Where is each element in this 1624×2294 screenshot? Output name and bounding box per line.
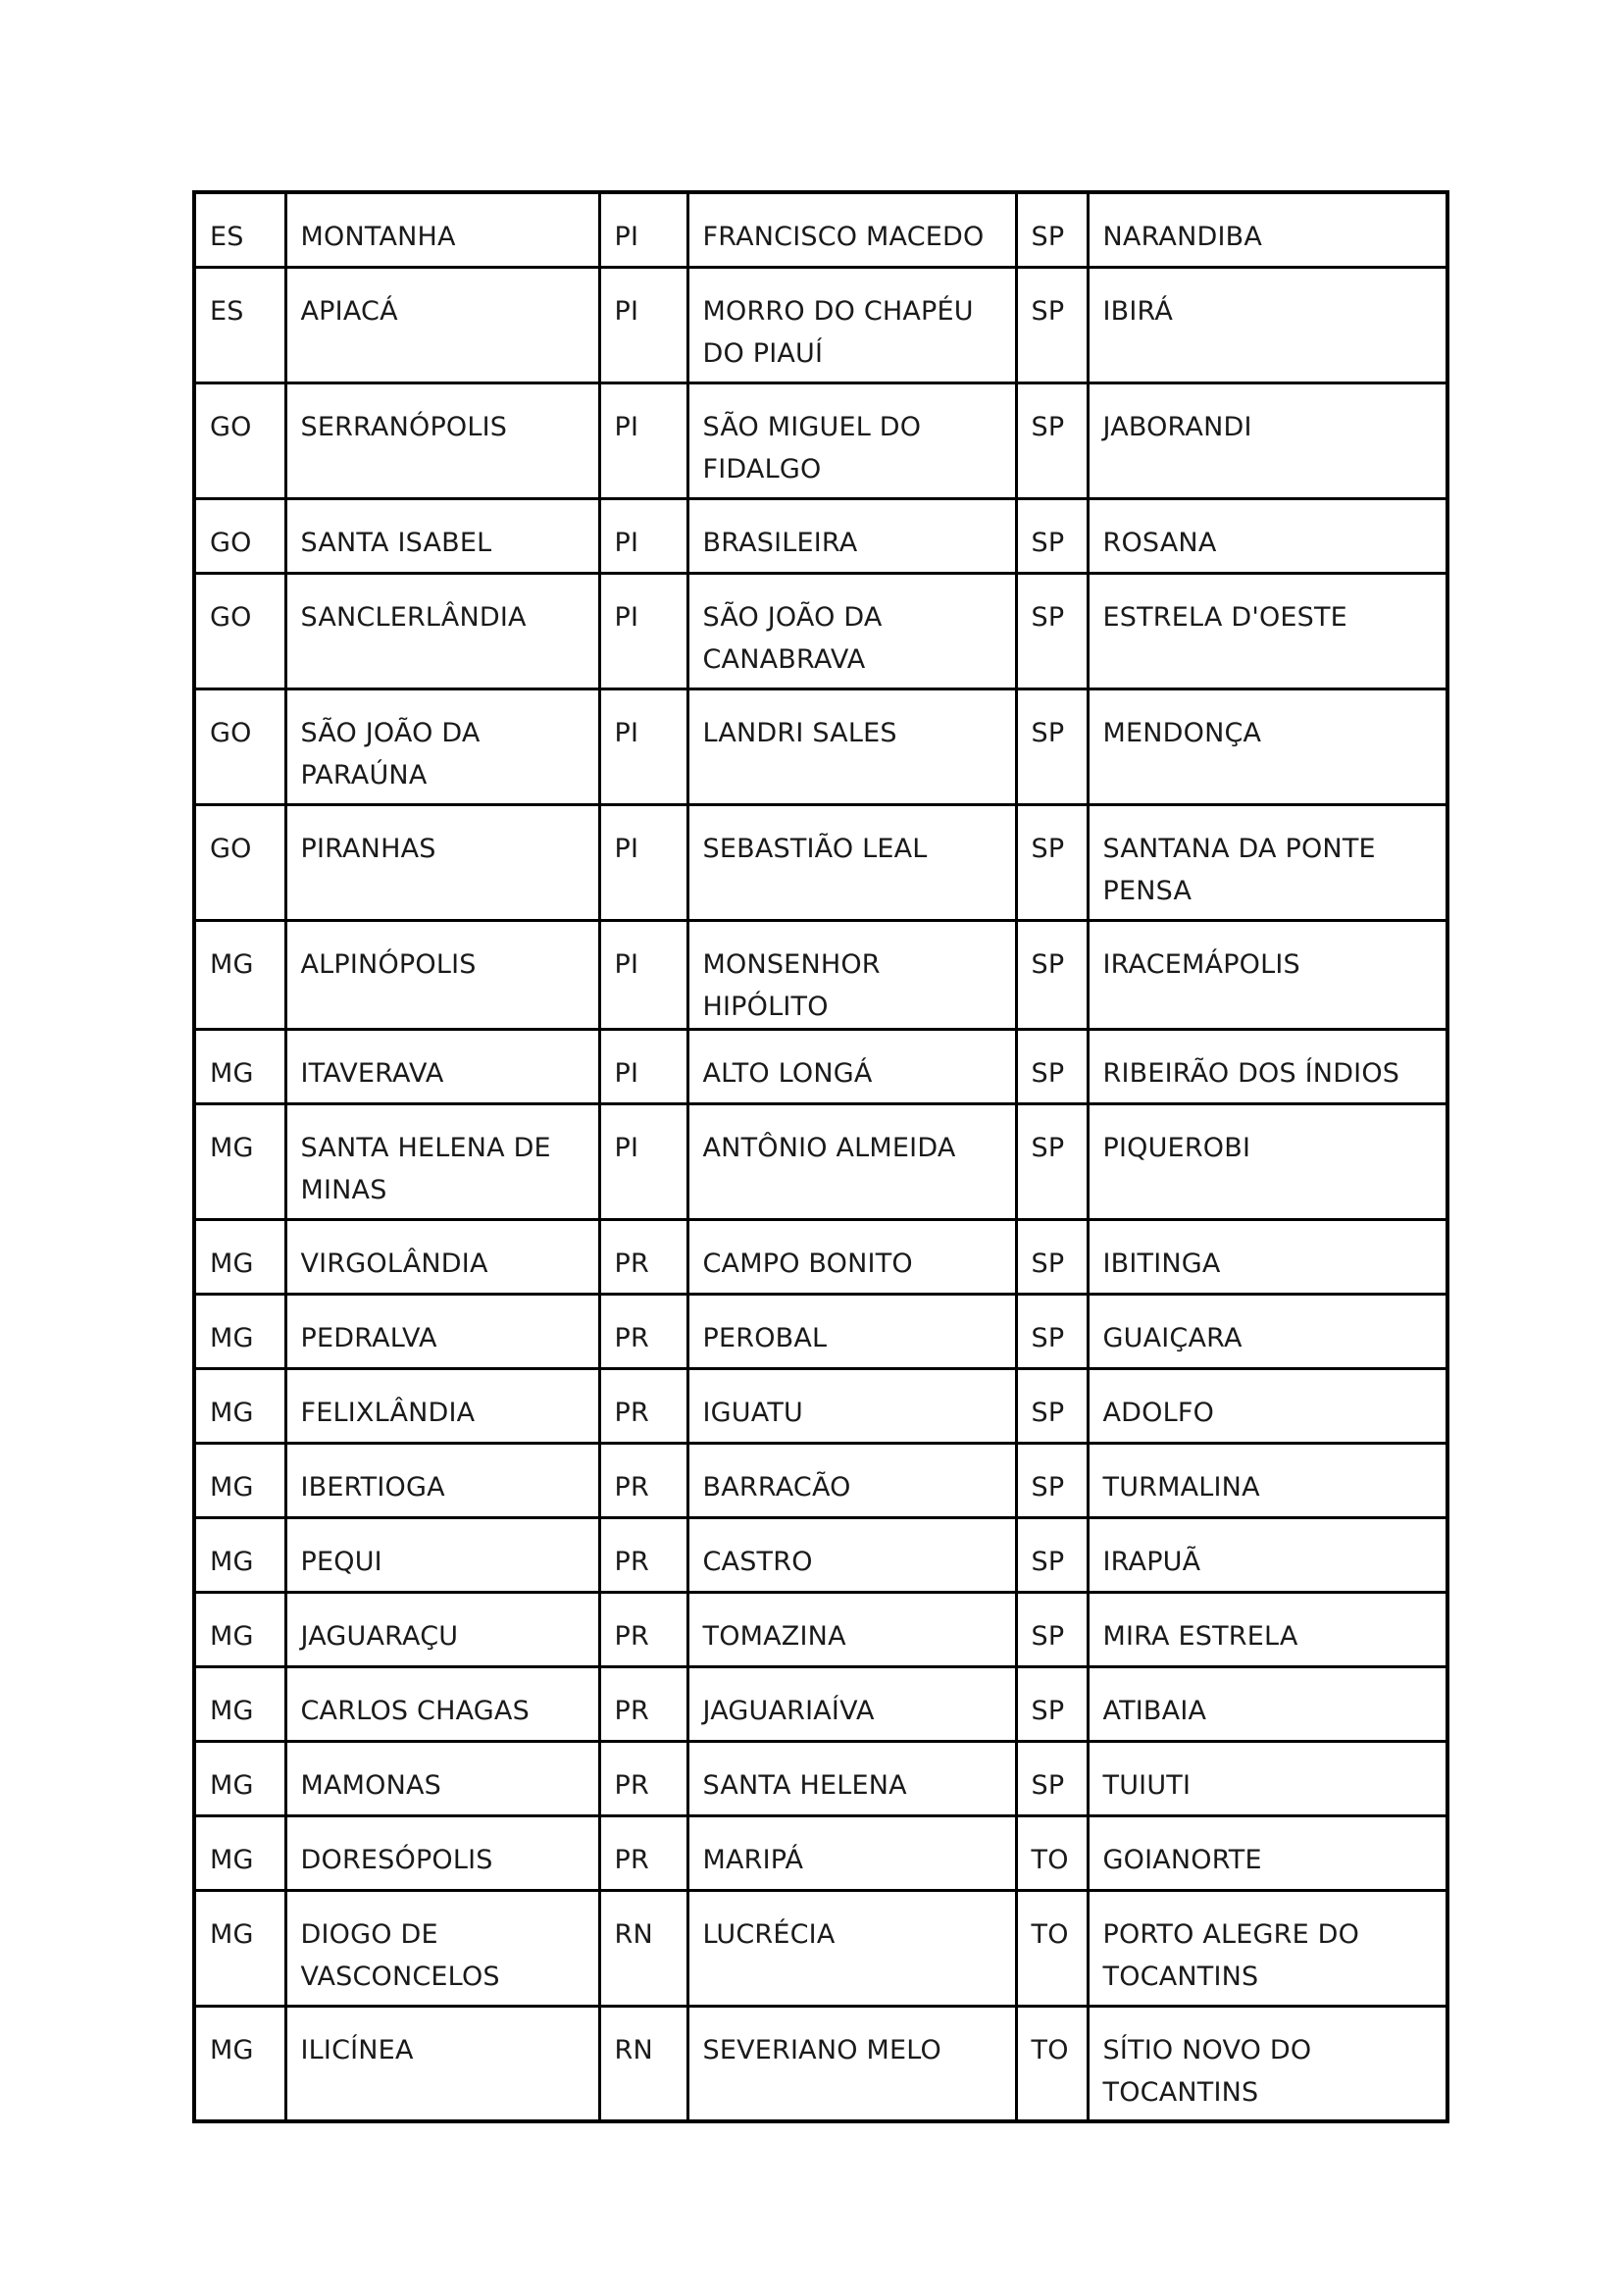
municipality-cell: BRASILEIRA: [687, 498, 1016, 573]
state-code-cell: SP: [1016, 1368, 1088, 1443]
municipality-cell: IBIRÁ: [1088, 267, 1447, 382]
state-code-cell: SP: [1016, 920, 1088, 1029]
municipality-cell: ANTÔNIO ALMEIDA: [687, 1103, 1016, 1219]
municipality-cell: PEDRALVA: [285, 1294, 599, 1368]
table-row: [194, 382, 1447, 498]
table-row: [194, 192, 1447, 267]
state-code-cell: PR: [599, 1592, 687, 1666]
state-code-cell: PI: [599, 688, 687, 804]
table-row: [194, 1666, 1447, 1741]
municipality-cell: SÃO MIGUEL DO FIDALGO: [687, 382, 1016, 498]
state-code-cell: MG: [194, 1592, 285, 1666]
state-code-cell: SP: [1016, 804, 1088, 920]
state-code-cell: SP: [1016, 1592, 1088, 1666]
municipality-cell: ESTRELA D'OESTE: [1088, 573, 1447, 688]
municipality-cell: CASTRO: [687, 1517, 1016, 1592]
table-row: [194, 1517, 1447, 1592]
municipality-cell: ATIBAIA: [1088, 1666, 1447, 1741]
municipality-cell: ITAVERAVA: [285, 1029, 599, 1103]
municipality-cell: TUIUTI: [1088, 1741, 1447, 1815]
state-code-cell: GO: [194, 573, 285, 688]
municipality-cell: SANTA ISABEL: [285, 498, 599, 573]
municipality-cell: MENDONÇA: [1088, 688, 1447, 804]
municipality-cell: PIRANHAS: [285, 804, 599, 920]
municipality-cell: APIACÁ: [285, 267, 599, 382]
municipality-cell: MONSENHOR HIPÓLITO: [687, 920, 1016, 1029]
municipality-cell: SANCLERLÂNDIA: [285, 573, 599, 688]
municipality-cell: JAGUARIAÍVA: [687, 1666, 1016, 1741]
state-code-cell: TO: [1016, 2006, 1088, 2121]
table-row: [194, 2006, 1447, 2121]
state-code-cell: PR: [599, 1443, 687, 1517]
state-code-cell: SP: [1016, 192, 1088, 267]
municipality-cell: NARANDIBA: [1088, 192, 1447, 267]
state-code-cell: PR: [599, 1294, 687, 1368]
municipality-table: [192, 190, 1449, 2123]
state-code-cell: MG: [194, 1368, 285, 1443]
state-code-cell: MG: [194, 1103, 285, 1219]
state-code-cell: SP: [1016, 1517, 1088, 1592]
municipality-cell: TURMALINA: [1088, 1443, 1447, 1517]
table-row: [194, 1103, 1447, 1219]
municipality-cell: PEQUI: [285, 1517, 599, 1592]
municipality-cell: MORRO DO CHAPÉU DO PIAUÍ: [687, 267, 1016, 382]
municipality-cell: SÃO JOÃO DA PARAÚNA: [285, 688, 599, 804]
state-code-cell: SP: [1016, 498, 1088, 573]
state-code-cell: GO: [194, 498, 285, 573]
table-row: [194, 1592, 1447, 1666]
municipality-cell: GOIANORTE: [1088, 1815, 1447, 1890]
municipality-cell: SEVERIANO MELO: [687, 2006, 1016, 2121]
municipality-cell: MAMONAS: [285, 1741, 599, 1815]
state-code-cell: MG: [194, 920, 285, 1029]
state-code-cell: SP: [1016, 1103, 1088, 1219]
table-body: [194, 192, 1447, 2121]
municipality-cell: SANTA HELENA: [687, 1741, 1016, 1815]
state-code-cell: SP: [1016, 267, 1088, 382]
state-code-cell: PI: [599, 920, 687, 1029]
state-code-cell: TO: [1016, 1815, 1088, 1890]
municipality-cell: LANDRI SALES: [687, 688, 1016, 804]
municipality-cell: MONTANHA: [285, 192, 599, 267]
municipality-cell: IBITINGA: [1088, 1219, 1447, 1294]
municipality-cell: SANTA HELENA DE MINAS: [285, 1103, 599, 1219]
municipality-cell: FRANCISCO MACEDO: [687, 192, 1016, 267]
state-code-cell: SP: [1016, 1443, 1088, 1517]
municipality-cell: JAGUARAÇU: [285, 1592, 599, 1666]
state-code-cell: SP: [1016, 1294, 1088, 1368]
state-code-cell: PI: [599, 804, 687, 920]
table-row: [194, 267, 1447, 382]
state-code-cell: PI: [599, 1103, 687, 1219]
municipality-cell: SÃO JOÃO DA CANABRAVA: [687, 573, 1016, 688]
table-row: [194, 1368, 1447, 1443]
state-code-cell: PR: [599, 1517, 687, 1592]
state-code-cell: MG: [194, 1219, 285, 1294]
table-row: [194, 1219, 1447, 1294]
state-code-cell: TO: [1016, 1890, 1088, 2006]
table-row: [194, 804, 1447, 920]
municipality-cell: IGUATU: [687, 1368, 1016, 1443]
state-code-cell: MG: [194, 1443, 285, 1517]
state-code-cell: MG: [194, 1890, 285, 2006]
municipality-cell: DORESÓPOLIS: [285, 1815, 599, 1890]
table-row: [194, 1294, 1447, 1368]
municipality-cell: TOMAZINA: [687, 1592, 1016, 1666]
state-code-cell: PR: [599, 1666, 687, 1741]
municipality-cell: SÍTIO NOVO DO TOCANTINS: [1088, 2006, 1447, 2121]
municipality-cell: SANTANA DA PONTE PENSA: [1088, 804, 1447, 920]
table-row: [194, 1029, 1447, 1103]
table-row: [194, 1890, 1447, 2006]
municipality-cell: ALPINÓPOLIS: [285, 920, 599, 1029]
municipality-cell: IRAPUÃ: [1088, 1517, 1447, 1592]
state-code-cell: RN: [599, 2006, 687, 2121]
state-code-cell: SP: [1016, 688, 1088, 804]
state-code-cell: MG: [194, 1815, 285, 1890]
table-row: [194, 920, 1447, 1029]
state-code-cell: PR: [599, 1368, 687, 1443]
municipality-cell: SERRANÓPOLIS: [285, 382, 599, 498]
municipality-cell: PORTO ALEGRE DO TOCANTINS: [1088, 1890, 1447, 2006]
municipality-cell: CAMPO BONITO: [687, 1219, 1016, 1294]
state-code-cell: SP: [1016, 1666, 1088, 1741]
municipality-cell: SEBASTIÃO LEAL: [687, 804, 1016, 920]
state-code-cell: GO: [194, 804, 285, 920]
state-code-cell: GO: [194, 688, 285, 804]
municipality-cell: ALTO LONGÁ: [687, 1029, 1016, 1103]
table-row: [194, 1741, 1447, 1815]
municipality-cell: RIBEIRÃO DOS ÍNDIOS: [1088, 1029, 1447, 1103]
municipality-cell: ROSANA: [1088, 498, 1447, 573]
state-code-cell: SP: [1016, 382, 1088, 498]
municipality-cell: LUCRÉCIA: [687, 1890, 1016, 2006]
municipality-cell: PIQUEROBI: [1088, 1103, 1447, 1219]
state-code-cell: MG: [194, 1294, 285, 1368]
state-code-cell: MG: [194, 1666, 285, 1741]
state-code-cell: SP: [1016, 1029, 1088, 1103]
state-code-cell: PI: [599, 573, 687, 688]
municipality-cell: GUAIÇARA: [1088, 1294, 1447, 1368]
table-row: [194, 1815, 1447, 1890]
table-row: [194, 688, 1447, 804]
state-code-cell: ES: [194, 267, 285, 382]
state-code-cell: ES: [194, 192, 285, 267]
municipality-cell: FELIXLÂNDIA: [285, 1368, 599, 1443]
state-code-cell: PR: [599, 1741, 687, 1815]
municipality-cell: IBERTIOGA: [285, 1443, 599, 1517]
municipality-cell: BARRACÃO: [687, 1443, 1016, 1517]
state-code-cell: PI: [599, 498, 687, 573]
state-code-cell: PR: [599, 1219, 687, 1294]
state-code-cell: RN: [599, 1890, 687, 2006]
municipality-cell: MIRA ESTRELA: [1088, 1592, 1447, 1666]
municipality-cell: IRACEMÁPOLIS: [1088, 920, 1447, 1029]
state-code-cell: SP: [1016, 1219, 1088, 1294]
table-row: [194, 1443, 1447, 1517]
state-code-cell: PI: [599, 1029, 687, 1103]
municipality-cell: PEROBAL: [687, 1294, 1016, 1368]
municipality-cell: MARIPÁ: [687, 1815, 1016, 1890]
state-code-cell: PI: [599, 382, 687, 498]
state-code-cell: SP: [1016, 1741, 1088, 1815]
municipality-cell: ADOLFO: [1088, 1368, 1447, 1443]
municipality-cell: VIRGOLÂNDIA: [285, 1219, 599, 1294]
state-code-cell: MG: [194, 1029, 285, 1103]
municipality-cell: CARLOS CHAGAS: [285, 1666, 599, 1741]
state-code-cell: MG: [194, 1741, 285, 1815]
state-code-cell: PI: [599, 192, 687, 267]
municipality-cell: JABORANDI: [1088, 382, 1447, 498]
state-code-cell: PR: [599, 1815, 687, 1890]
state-code-cell: SP: [1016, 573, 1088, 688]
state-code-cell: GO: [194, 382, 285, 498]
table-row: [194, 498, 1447, 573]
state-code-cell: MG: [194, 1517, 285, 1592]
municipality-cell: DIOGO DE VASCONCELOS: [285, 1890, 599, 2006]
state-code-cell: PI: [599, 267, 687, 382]
table-row: [194, 573, 1447, 688]
state-code-cell: MG: [194, 2006, 285, 2121]
municipality-cell: ILICÍNEA: [285, 2006, 599, 2121]
